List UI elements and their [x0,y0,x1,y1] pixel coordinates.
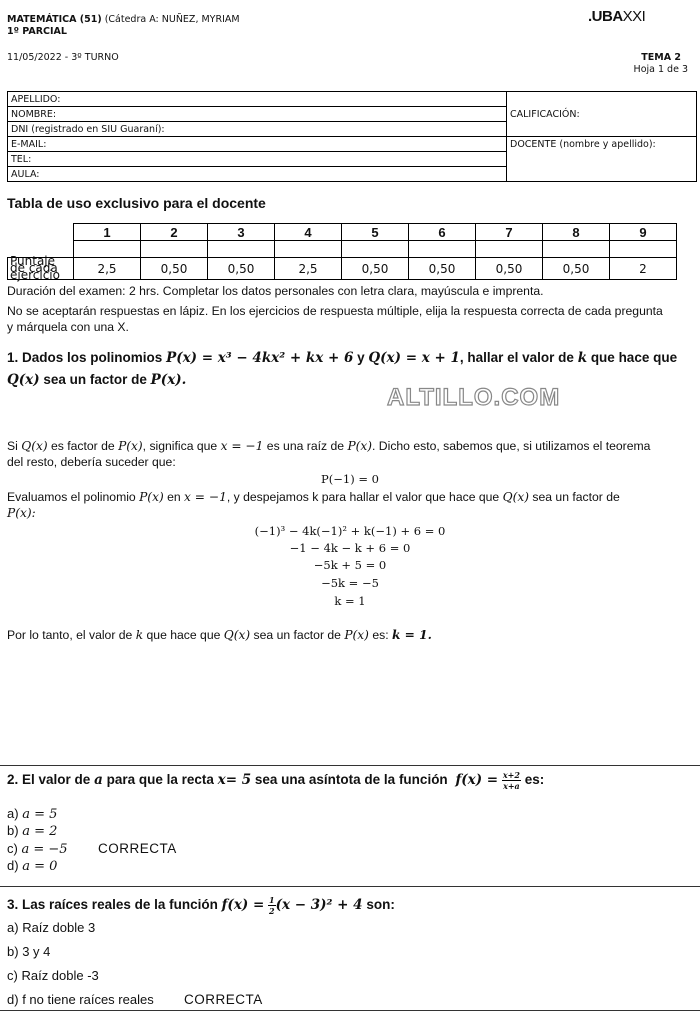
score-value-5: 0,50 [342,258,409,280]
field-aula[interactable]: AULA: [8,167,507,182]
tema: TEMA 2 [641,52,681,63]
field-tel[interactable]: TEL: [8,152,507,167]
score-mark-2[interactable] [141,241,208,258]
score-mark-9[interactable] [610,241,677,258]
course-title: MATEMÁTICA (51) (Cátedra A: NUÑEZ, MYRIAM [7,14,240,25]
divider-q2 [0,765,700,766]
question-1: 1. Dados los polinomios P(x) = x³ − 4kx² + kx + 6 y Q(x) = x + 1, hallar el valor de k que hace que Q(x) sea un factor de P(x). [7,350,678,388]
score-header-6: 6 [409,224,476,241]
student-form [7,91,697,182]
score-table-title: Tabla de uso exclusivo para el docente [7,195,266,211]
field-email[interactable]: E-MAIL: [8,137,507,152]
score-value-4: 2,5 [275,258,342,280]
score-header-8: 8 [543,224,610,241]
score-value-3: 0,50 [208,258,275,280]
q2-option-b[interactable]: b) a = 2 [7,823,58,839]
score-value-2: 0,50 [141,258,208,280]
score-header-2: 2 [141,224,208,241]
score-mark-5[interactable] [342,241,409,258]
score-table [7,223,677,280]
field-dni[interactable]: DNI (registrado en SIU Guaraní): [8,122,507,137]
q3-option-c[interactable]: c) Raíz doble -3 [7,968,99,983]
score-value-1: 2,5 [74,258,141,280]
score-mark-8[interactable] [543,241,610,258]
score-corner [8,224,74,241]
q1-conclusion: Por lo tanto, el valor de k que hace que Q(x) sea un factor de P(x) es: k = 1. [7,628,432,642]
q3-fraction: $\frac{1}{2}$ [269,894,275,916]
field-calificacion[interactable]: CALIFICACIÓN: [507,92,697,137]
instructions-answers: No se aceptarán respuestas en lápiz. En los ejercicios de respuesta múltiple, elija la respuesta correcta de cada pregunta y márquela con una X. [7,304,663,334]
q2-option-a[interactable]: a) a = 5 [7,806,58,822]
q2-correct-label: CORRECTA [98,841,177,856]
equation-step-1: (−1)³ − 4k(−1)² + k(−1) + 6 = 0 [254,524,446,538]
exam-date: 11/05/2022 - 3º TURNO [7,52,119,63]
page-number: Hoja 1 de 3 [633,64,688,75]
q3-option-a[interactable]: a) Raíz doble 3 [7,920,96,935]
score-header-7: 7 [476,224,543,241]
q2-option-d[interactable]: d) a = 0 [7,858,58,874]
field-docente[interactable]: DOCENTE (nombre y apellido): [507,137,697,182]
score-mark-1[interactable] [74,241,141,258]
score-header-9: 9 [610,224,677,241]
score-value-9: 2 [610,258,677,280]
q1-solution-eval: Evaluamos el polinomio P(x) en x = −1, y despejamos k para hallar el valor que hace que Q(x) sea un factor de P(x): [7,490,620,520]
equation-remainder: P(−1) = 0 [321,472,379,486]
score-mark-3[interactable] [208,241,275,258]
score-header-1: 1 [74,224,141,241]
equation-step-2: −1 − 4k − k + 6 = 0 [289,541,411,555]
q2-fraction: $\frac{x+2}{x+a}$ [502,769,520,791]
score-header-5: 5 [342,224,409,241]
score-value-8: 0,50 [543,258,610,280]
score-header-4: 4 [275,224,342,241]
score-mark-6[interactable] [409,241,476,258]
score-mark-7[interactable] [476,241,543,258]
q3-option-d[interactable]: d) f no tiene raíces reales [7,992,154,1007]
score-mark-4[interactable] [275,241,342,258]
question-3: 3. Las raíces reales de la función f(x) = $\frac{1}{2}$ (x − 3)² + 4 son: [7,894,395,916]
equation-step-5: k = 1 [334,594,366,608]
field-nombre[interactable]: NOMBRE: [8,107,507,122]
divider-q3 [0,886,700,887]
score-value-6: 0,50 [409,258,476,280]
equation-step-3: −5k + 5 = 0 [313,558,387,572]
score-value-7: 0,50 [476,258,543,280]
exam-name: 1º PARCIAL [7,26,67,37]
divider-bottom [0,1010,700,1011]
q1-solution-intro: Si Q(x) es factor de P(x), significa que x = −1 es una raíz de P(x). Dicho esto, sabemos que, si utilizamos el teorema del resto, debería suceder que: [7,439,651,469]
q3-option-b[interactable]: b) 3 y 4 [7,944,51,959]
q2-option-c[interactable]: c) a = −5 [7,841,68,857]
q3-correct-label: CORRECTA [184,992,263,1007]
equation-step-4: −5k = −5 [321,576,379,590]
instructions-duration: Duración del examen: 2 hrs. Completar los datos personales con letra clara, mayúscula e imprenta. [7,284,544,298]
watermark: ALTILLO.COM [387,384,561,411]
score-row-label: Puntaje de cada ejercicio [8,258,74,280]
field-apellido[interactable]: APELLIDO: [8,92,507,107]
uba-xxi-logo: .UBAXXI [588,8,646,25]
score-header-3: 3 [208,224,275,241]
question-2: 2. El valor de a para que la recta x= 5 sea una asíntota de la función f(x) = $\frac{x+2}{x+a}$ es: [7,769,545,791]
